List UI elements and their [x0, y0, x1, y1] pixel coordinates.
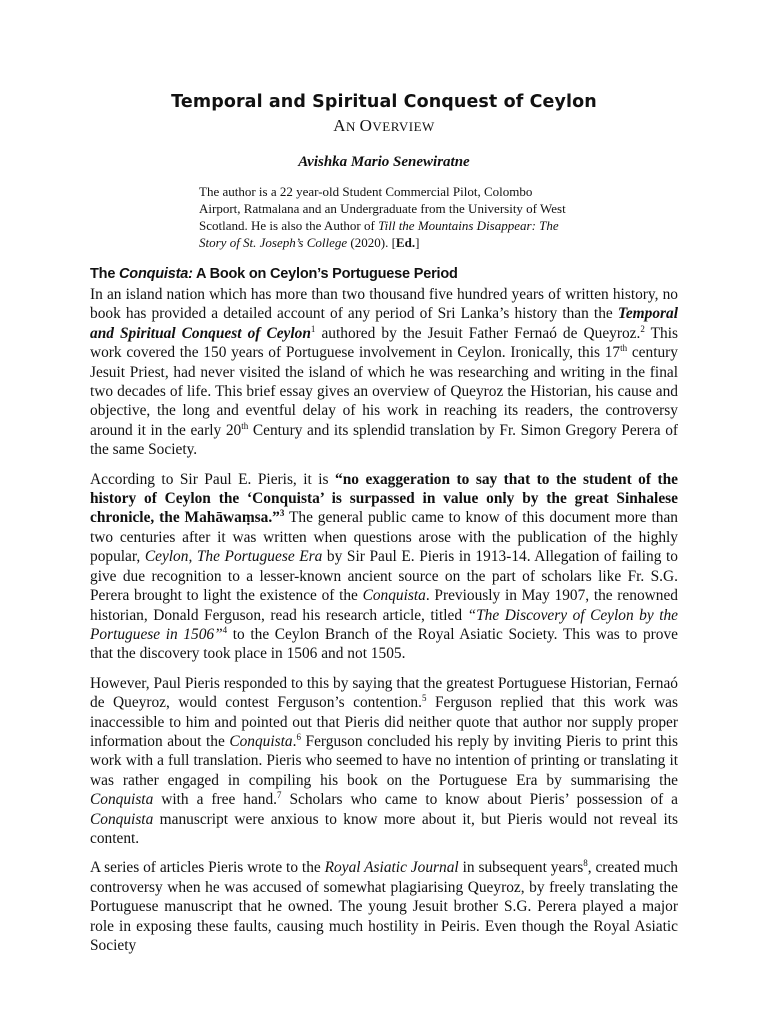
heading-italic: Conquista:	[119, 266, 193, 282]
p1-text-5: Century and its splendid translation by Fr. Simon Gregory Perera of the same Society.	[90, 421, 679, 459]
p2-quote: “no exaggeration to say that to the student of the history of Ceylon the ‘Conquista’ is surpassed in value only by the great Sinhalese chronicle, the Mahāwaṃsa.”	[90, 470, 678, 527]
p4-text-2: in subsequent years	[458, 859, 584, 877]
p3-conquista-2: Conquista	[90, 791, 154, 809]
section-heading	[90, 266, 458, 282]
subtitle-cap-2: O	[359, 116, 373, 135]
p2-text-1: According to Sir Paul E. Pieris, it is	[90, 470, 336, 488]
paragraph-3	[90, 674, 678, 849]
p1-text-4: century Jesuit Priest, had never visited the island of which he was researching and writing in the final two decades of life. This brief essay gives an overview of Queyroz the Historian, his cause and objective, the long and eventful delay of his work in reaching its readers, the controversy around it in the early 20	[90, 344, 678, 439]
heading-pre: The	[90, 266, 120, 282]
p4-text-3: , created much controversy when he was accused of somewhat plagiarising Queyroz, by freely translating the Portuguese manuscript that he owned. The young Jesuit brother S.G. Perera played a major role in exposing these faults, causing much hostility in Peiris. Even though the Royal Asiatic Society	[90, 859, 678, 954]
subtitle-rest-1: N	[345, 119, 360, 134]
p2-text-4: . Previously in May 1907, the renowned historian, Donald Ferguson, read his research article, titled	[90, 587, 678, 624]
document-title: Temporal and Spiritual Conquest of Ceylon	[171, 92, 597, 112]
footnote-ref-3: 3	[279, 508, 285, 519]
p1-book-title: Temporal and Spiritual Conquest of Ceylon	[90, 305, 678, 342]
footnote-ref-5: 5	[421, 693, 427, 703]
bio-book-title: Till the Mountains Disappear: The Story of St. Joseph’s College	[199, 218, 559, 250]
footnote-ref-6: 6	[296, 731, 301, 742]
p3-conquista-3: Conquista	[90, 810, 154, 828]
p1-ordinal-th-2: th	[241, 420, 249, 431]
author-bio	[199, 183, 571, 251]
document-subtitle	[0, 116, 768, 136]
p1-text-1: In an island nation which has more than two thousand five hundred years of written history, no book has provided a detailed account of any period of Sri Lanka’s history than the	[90, 286, 678, 323]
p3-text-6: Scholars who came to know about Pieris’ possession of a	[281, 791, 678, 809]
p4-text-1: A series of articles Pieris wrote to the	[90, 859, 325, 877]
paragraph-1	[90, 285, 678, 460]
heading-post: A Book on Ceylon’s Portuguese Period	[192, 266, 458, 282]
p2-article-title: “The Discovery of Ceylon by the Portuguese in 1506”	[90, 606, 679, 643]
paragraph-4	[90, 858, 678, 955]
p3-text-5: with a free hand.	[153, 791, 278, 809]
p3-text-4: Ferguson concluded his reply by inviting Pieris to print this work with a full translation. Pieris who seemed to have no intention of printing or translating it was rather engaged in compiling his book on the Portuguese Era by summarising the	[90, 732, 678, 789]
p1-text-2: authored by the Jesuit Father Fernaó de Queyroz.	[315, 324, 641, 342]
p4-journal: Royal Asiatic Journal	[324, 859, 459, 877]
p2-text-5: to the Ceylon Branch of the Royal Asiatic Society. This was to prove that the discovery took place in 1506 and not 1505.	[90, 625, 679, 663]
paragraph-2	[90, 470, 678, 664]
author-name: Avishka Mario Senewiratne	[298, 154, 470, 170]
document-body	[90, 285, 678, 965]
bio-year: (2020). [	[347, 235, 396, 250]
p3-text-2: Ferguson replied that this work was inaccessible to him and pointed out that Pieris did neither quote that author nor supply proper information about the	[90, 694, 678, 750]
p1-text-3: This work covered the 150 years of Portuguese involvement in Ceylon. Ironically, this 17	[90, 324, 678, 362]
p3-conquista: Conquista	[229, 732, 293, 750]
footnote-ref-2: 2	[640, 323, 645, 334]
p2-text-2: The general public came to know of this document more than two centuries after it was written when questions arose with the publication of the highly popular,	[90, 509, 679, 566]
subtitle-rest-2: VERVIEW	[372, 119, 435, 134]
bio-close-bracket: ]	[415, 235, 420, 250]
p1-ordinal-th: th	[620, 343, 628, 354]
footnote-ref-7: 7	[277, 790, 282, 801]
footnote-ref-4: 4	[222, 624, 228, 635]
p3-text-7: manuscript were anxious to know more about it, but Pieris would not reveal its content.	[90, 810, 678, 847]
p2-conquista: Conquista	[362, 587, 426, 605]
p2-text-3: by Sir Paul E. Pieris in 1913-14. Allegation of failing to give due recognition to a lesser-known ancient source on the part of scholars like Fr. S.G. Perera brought to light the existence of the	[90, 548, 679, 605]
subtitle-cap-1: A	[333, 116, 346, 135]
bio-editor-mark: Ed.	[395, 235, 416, 250]
p2-book-title: Ceylon, The Portuguese Era	[144, 548, 323, 566]
bio-text: The author is a 22 year-old Student Commercial Pilot, Colombo Airport, Ratmalana and an Undergraduate from the University of West Scotland. He is also the Author of	[199, 184, 566, 233]
footnote-ref-8: 8	[583, 858, 588, 869]
footnote-ref-1: 1	[310, 323, 316, 334]
p3-text-3: .	[292, 732, 297, 750]
p3-text-1: However, Paul Pieris responded to this by saying that the greatest Portuguese Historian, Fernaó de Queyroz, would contest Ferguson’s contention.	[90, 674, 678, 712]
